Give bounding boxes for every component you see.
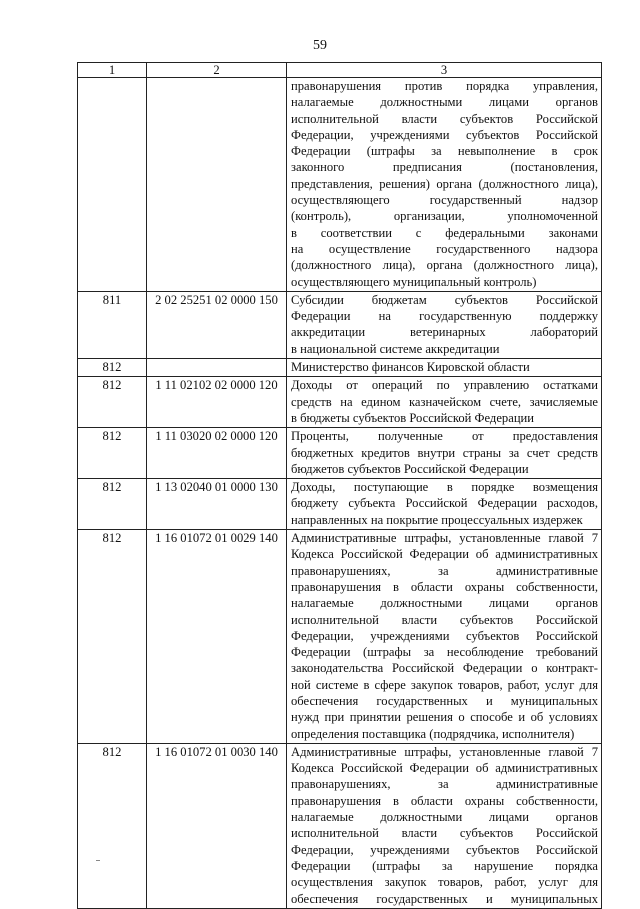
admin-code-cell: 812: [78, 743, 147, 908]
description-line: Административные штрафы, установленные главой 7: [291, 531, 598, 546]
description-line: Федерации, учреждениями субъектов Российской: [291, 842, 598, 857]
table-row: [78, 78, 602, 292]
admin-code-cell: 812: [78, 530, 147, 744]
description-line: Федерации на государственную поддержку: [291, 309, 598, 324]
scan-artifact: [96, 860, 100, 861]
description-line: налагаемые должностными лицами органов: [291, 596, 598, 611]
table-row: [78, 743, 602, 908]
description-line: Федерации, учреждениями субъектов Российской: [291, 628, 598, 643]
page-number: 59: [313, 38, 327, 53]
admin-code-cell: [78, 78, 147, 292]
description-line: определения поставщика (подрядчика, исполнителя): [291, 726, 575, 741]
revenue-code-cell: 1 11 02102 02 0000 120: [147, 377, 287, 428]
description-line: аккредитации ветеринарных лабораторий: [291, 325, 598, 340]
revenue-code-cell: 1 13 02040 01 0000 130: [147, 479, 287, 530]
description-line: Федерации (штрафы за невыполнение в срок: [291, 144, 598, 159]
revenue-description-cell: [287, 359, 602, 377]
description-line: Административные штрафы, установленные главой 7: [291, 744, 598, 759]
revenue-description-cell: [287, 428, 602, 479]
description-line: направленных на покрытие процессуальных издержек: [291, 512, 583, 527]
description-line: осуществляющего муниципальный контроль): [291, 274, 537, 289]
description-line: исполнительной власти субъектов Российской: [291, 111, 598, 126]
description-line: в национальной системе аккредитации: [291, 341, 500, 356]
description-line: Федерации, учреждениями субъектов Российской: [291, 127, 598, 142]
description-line: средств на едином казначейском счете, зачисляемые: [291, 394, 598, 409]
table-row: [78, 359, 602, 377]
revenue-code-cell: 2 02 25251 02 0000 150: [147, 291, 287, 358]
description-line: обеспечения государственных и муниципальных: [291, 693, 598, 708]
description-line: Министерство финансов Кировской области: [291, 360, 530, 375]
description-line: бюджетных кредитов внутри страны за счет средств: [291, 445, 598, 460]
admin-code-cell: 811: [78, 291, 147, 358]
description-line: правонарушения в области охраны собственности,: [291, 793, 598, 808]
description-line: Кодекса Российской Федерации об административных: [291, 761, 598, 776]
admin-code-cell: 812: [78, 479, 147, 530]
table-header-row: [78, 63, 602, 78]
revenue-description-cell: [287, 530, 602, 744]
table-row: [78, 479, 602, 530]
revenue-description-cell: [287, 479, 602, 530]
description-line: Проценты, полученные от предоставления: [291, 429, 598, 444]
description-line: законного предписания (постановления,: [291, 160, 598, 175]
description-line: бюджетов субъектов Российской Федерации: [291, 461, 529, 476]
header-col-3: 3: [287, 63, 602, 78]
revenue-description-cell: [287, 743, 602, 908]
admin-code-cell: 812: [78, 377, 147, 428]
description-line: Субсидии бюджетам субъектов Российской: [291, 292, 598, 307]
description-line: обеспечения государственных и муниципальных: [291, 891, 598, 906]
description-line: Доходы, поступающие в порядке возмещения: [291, 480, 598, 495]
description-line: в соответствии с федеральными законами: [291, 225, 598, 240]
table-row: [78, 530, 602, 744]
table-row: [78, 428, 602, 479]
description-line: ной системе в сфере закупок товаров, работ, услуг для: [291, 677, 598, 692]
description-line: на осуществление государственного надзора: [291, 241, 598, 256]
description-line: представления, решения) органа (должностного лица),: [291, 176, 598, 191]
admin-code-cell: 812: [78, 359, 147, 377]
description-line: Федерации (штрафы за нарушение порядка: [291, 858, 598, 873]
description-line: законодательства Российской Федерации о контракт-: [291, 661, 598, 676]
revenue-code-cell: 1 16 01072 01 0029 140: [147, 530, 287, 744]
revenue-code-cell: [147, 359, 287, 377]
description-line: осуществления закупок товаров, работ, услуг для: [291, 875, 598, 890]
admin-code-cell: 812: [78, 428, 147, 479]
revenue-description-cell: [287, 291, 602, 358]
revenue-description-cell: [287, 377, 602, 428]
description-line: правонарушения в области охраны собственности,: [291, 579, 598, 594]
description-line: Кодекса Российской Федерации об административных: [291, 547, 598, 562]
description-line: (контроль), организации, уполномоченной: [291, 209, 598, 224]
description-line: бюджету субъекта Российской Федерации расходов,: [291, 496, 598, 511]
description-line: в бюджеты субъектов Российской Федерации: [291, 410, 535, 425]
description-line: правонарушения против порядка управления,: [291, 79, 598, 93]
revenue-code-cell: 1 16 01072 01 0030 140: [147, 743, 287, 908]
description-line: нужд при принятии решения о способе и об условиях: [291, 710, 598, 725]
header-col-2: 2: [147, 63, 287, 78]
description-line: исполнительной власти субъектов Российской: [291, 612, 598, 627]
description-line: правонарушениях, за административные: [291, 563, 598, 578]
description-line: Федерации (штрафы за несоблюдение требований: [291, 645, 598, 660]
revenue-code-cell: 1 11 03020 02 0000 120: [147, 428, 287, 479]
revenue-code-cell: [147, 78, 287, 292]
header-col-1: 1: [78, 63, 147, 78]
description-line: исполнительной власти субъектов Российской: [291, 826, 598, 841]
description-line: (должностного лица), органа (должностного лица),: [291, 258, 598, 273]
table-row: [78, 291, 602, 358]
description-line: осуществляющего государственный надзор: [291, 193, 598, 208]
description-line: налагаемые должностными лицами органов: [291, 810, 598, 825]
description-line: правонарушениях, за административные: [291, 777, 598, 792]
description-line: налагаемые должностными лицами органов: [291, 95, 598, 110]
revenue-description-cell: [287, 78, 602, 292]
revenue-classification-table: [77, 62, 602, 909]
description-line: Доходы от операций по управлению остатками: [291, 378, 598, 393]
table-row: [78, 377, 602, 428]
